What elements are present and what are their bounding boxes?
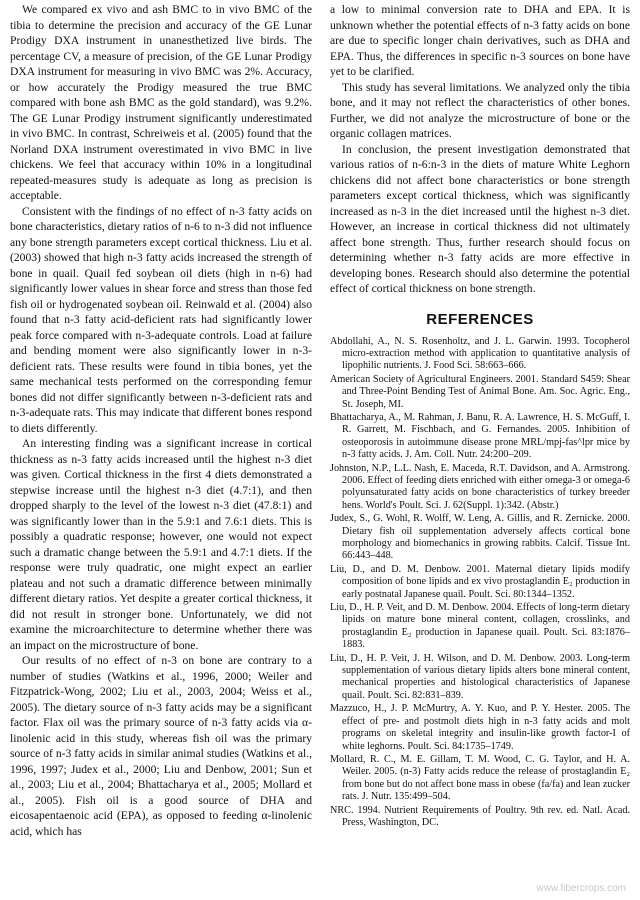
reference-item: Johnston, N.P., L.L. Nash, E. Maceda, R.T. Davidson, and A. Armstrong. 2006. Effect of feeding diets enriched with either omega-3 or omega-6 polyunsaturated fatty acids on bone characteristics of turkey breeder hens. World's Poult. Sci. J. 62(Suppl. 1):342. (Abstr.) bbox=[330, 462, 630, 511]
reference-item: NRC. 1994. Nutrient Requirements of Poultry. 9th rev. ed. Natl. Acad. Press, Washington, DC. bbox=[330, 804, 630, 828]
paragraph-bone-strength: Consistent with the findings of no effect of n-3 fatty acids on bone characteristics, dietary ratios of n-6 to n-3 did not influence any bone strength parameters except cortical thickness. Liu et al. (2003) showed that high n-3 fatty acids increased the strength of bone in quail. Quail fed soybean oil diets (high in n-6) had significantly lower values in shear force and stress than those fed fish oil or hydrogenated soybean oil. Reinwald et al. (2004) also found that n-3 fatty acid-deficient rats had significantly lower peak force compared with n-3-adequate controls. Load at failure and bending moment were also significantly lower in n-3-deficient rats. These results were found in tibia bones, yet the same mechanical tests performed on the corresponding femur bones did not differ significantly between n-3-deficient rats and n-3-adequate rats. This may indicate that different bones respond to diets differently. bbox=[10, 204, 312, 435]
references-heading: REFERENCES bbox=[426, 310, 534, 328]
paragraph-bmc-accuracy: We compared ex vivo and ash BMC to in vivo BMC of the tibia to determine the precision and accuracy of the GE Lunar Prodigy DXA instrument in unanesthetized live birds. The percentage CV, a measure of precision, of the GE Lunar Prodigy DXA instrument for measuring in vivo BMC was 2%. Accuracy, or how accurately the Prodigy measured the true BMC compared with bone ash BMC as the gold standard), was 9.2%. The GE Lunar Prodigy instrument significantly underestimated in vivo BMC. In contrast, Schreiweis et al. (2005) found that the Norland DXA instrument overestimated in vivo BMC in live chickens. We feel that accuracy within 10% in a longitudinal repeated-measures study is adequate as long as precision is acceptable. bbox=[10, 3, 312, 202]
reference-item: Mazzuco, H., J. P. McMurtry, A. Y. Kuo, and P. Y. Hester. 2005. The effect of pre- and postmolt diets high in n-3 fatty acids and molt programs on skeletal integrity and insulin-like growth factor-I of white leghorns. Poult. Sci. 84:1735–1749. bbox=[330, 703, 630, 752]
paragraph-conclusion: In conclusion, the present investigation demonstrated that various ratios of n-6:n-3 in the diets of mature White Leghorn chickens did not affect bone characteristics or bone strength parameters except cortical thickness, which was significantly increased as n-3 in the diet increased until the highest n-3 diet. However, an increase in cortical thickness did not ultimately affect bone strength. Thus, further research should focus on determining whether n-3 fatty acids are more effective in developing bones. Research should also determine the potential effect of cortical thickness on bone strength. bbox=[330, 142, 630, 295]
paragraph-conversion-rate: a low to minimal conversion rate to DHA and EPA. It is unknown whether the potential effects of n-3 fatty acids on bone are due to specific longer chain derivatives, such as DHA and EPA. Thus, the differences in specific n-3 sources on bone have yet to be clarified. bbox=[330, 3, 630, 78]
reference-item: Bhattacharya, A., M. Rahman, J. Banu, R. A. Lawrence, H. S. McGuff, I. R. Garrett, M. Fischbach, and G. Fernandes. 2005. Inhibition of osteoporosis in autoimmune disease prone MRL/mpj-fas^lpr mice by n-3 fatty acids. J. Am. Coll. Nutr. 24:200–209. bbox=[330, 411, 630, 461]
reference-item: American Society of Agricultural Engineers. 2001. Standard S459: Shear and Three-Point Bending Test of Animal Bone. Am. Soc. Agric. Eng., St. Joseph, MI. bbox=[330, 373, 630, 410]
left-column bbox=[10, 2, 312, 839]
reference-item: Liu, D., H. P. Veit, and D. M. Denbow. 2004. Effects of long-term dietary lipids on mature bone mineral content, collagen, crosslinks, and prostaglandin E₂ production in Japanese quail. Poult. Sci. 83:1876–1883. bbox=[330, 602, 630, 651]
paragraph-cortical-thickness: An interesting finding was a significant increase in cortical thickness as n-3 fatty acids increased until the highest n-3 diet was given. Cortical thickness in the first 4 diets demonstrated a stepwise increase until the highest n-3 diet (4.7:1), and then dropped sharply to the level of the lowest n-3 diet (47.8:1) and was significantly lower than in the 5.9:1 and 7.6:1 diets. This is possibly a quadratic response; however, one would not expect such a dramatic change between the 5.9:1 and 4.7:1 diets. If the response were truly quadratic, one might expect an earlier plateau and not such a dramatic difference between minimally different dietary ratios. Yet despite a greater cortical thickness, it did not result in stronger bone. Unfortunately, we did not examine the microarchitecture to determine whether there was an impact on the microstructure of bone. bbox=[10, 437, 312, 652]
reference-item: Mollard, R. C., M. E. Gillam, T. M. Wood, C. G. Taylor, and H. A. Weiler. 2005. (n-3) Fatty acids reduce the release of prostaglandin E₂ from bone but do not affect bone mass in obese (fa/fa) and lean zucker rats. J. Nutr. 135:499–504. bbox=[330, 753, 630, 803]
paragraph-limitations: This study has several limitations. We analyzed only the tibia bone, and it may not reflect the characteristics of other bones. Further, we did not analyze the microstructure of bone or the organic collagen matrices. bbox=[330, 80, 630, 140]
reference-item: Liu, D., H. P. Veit, J. H. Wilson, and D. M. Denbow. 2003. Long-term supplementation of various dietary lipids alters bone mineral content, mechanical properties and histological characteristics of Japanese quail. Poult. Sci. 82:831–839. bbox=[330, 652, 630, 701]
paragraph-n3-sources: Our results of no effect of n-3 on bone are contrary to a number of studies (Watkins et al., 1996, 2000; Weiler and Fitzpatrick-Wong, 2002; Liu et al., 2003, 2004; Weiss et al., 2005). The dietary source of n-3 fatty acids may be a significant factor. Flax oil was the primary source of n-3 fatty acids via α-linolenic acid in this study, whereas fish oil was the primary source of n-3 fatty acids in similar animal studies (Watkins et al., 1996, 1997; Judex et al., 2000; Liu and Denbow, 2001; Sun et al., 2003; Liu et al., 2004; Bhattacharya et al., 2005; Mollard et al., 2005). Fish oil is a good source of DHA and eicosapentaenoic acid (EPA), as opposed to feeding α-linolenic acid, which has bbox=[10, 654, 312, 838]
references-list bbox=[330, 336, 630, 830]
right-column bbox=[330, 2, 630, 830]
reference-item: Liu, D., and D. M. Denbow. 2001. Maternal dietary lipids modify composition of bone lipids and ex vivo prostaglandin E₂ production in early postnatal Japanese quail. Poult. Sci. 80:1344–1352. bbox=[330, 563, 630, 600]
watermark: www.fibercrops.com bbox=[536, 883, 626, 894]
reference-item: Abdollahi, A., N. S. Rosenholtz, and J. L. Garwin. 1993. Tocopherol micro-extraction method with application to quantitative analysis of lipophilic nutrients. J. Food Sci. 58:663–666. bbox=[330, 335, 630, 372]
reference-item: Judex, S., G. Wohl, R. Wolff, W. Leng, A. Gillis, and R. Zernicke. 2000. Dietary fish oil supplementation adversely affects cortical bone morphology and biomechanics in growing rabbits. Calcif. Tissue Int. 66:443–448. bbox=[330, 513, 630, 562]
